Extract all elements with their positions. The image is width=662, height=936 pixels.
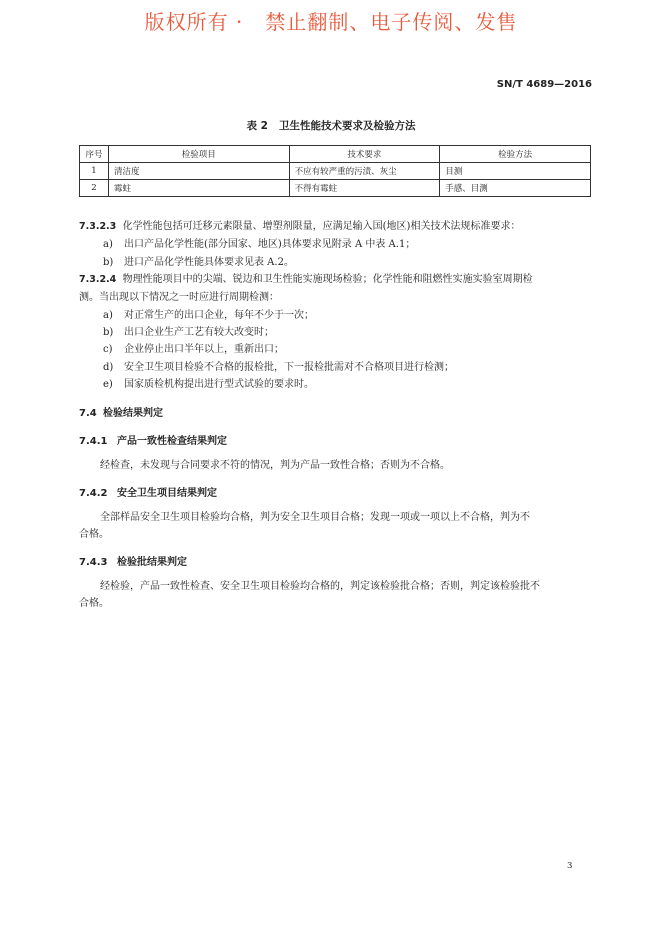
cell-requirement: 不得有霉蛀	[289, 180, 440, 197]
cell-item: 霉蛀	[108, 180, 289, 197]
section-body-7-4-3: 经检验，产品一致性检查、安全卫生项目检验均合格的，判定该检验批合格；否则，判定该检验批不	[100, 581, 540, 592]
clause-text: 化学性能包括可迁移元素限量、增塑剂限量，应满足输入国(地区)相关技术法规标准要求：	[122, 221, 521, 232]
clause-7-3-2-4	[79, 271, 591, 288]
cell-seq: 2	[80, 180, 109, 197]
standard-number: SN/T 4689—2016	[496, 79, 592, 90]
hygiene-performance-table	[79, 145, 591, 197]
header-seq: 序号	[80, 146, 109, 163]
list-item: a) 出口产品化学性能(部分国家、地区)具体要求见附录 A 中表 A.1；	[103, 239, 416, 250]
table-header-row	[80, 146, 591, 163]
section-body-7-4-3-cont: 合格。	[79, 598, 109, 609]
section-body-7-4-2-cont: 合格。	[79, 529, 109, 540]
copyright-watermark: 版权所有 · 禁止翻制、电子传阅、发售	[144, 10, 518, 34]
page-number: 3	[567, 861, 573, 871]
list-item: a) 对正常生产的出口企业，每年不少于一次；	[103, 310, 314, 321]
section-body-7-4-2: 全部样品安全卫生项目检验均合格，判为安全卫生项目合格；发现一项或一项以上不合格，判为不	[100, 512, 530, 523]
section-heading-7-4-1: 7.4.1 产品一致性检查结果判定	[79, 436, 227, 447]
section-heading-7-4-2: 7.4.2 安全卫生项目结果判定	[79, 488, 217, 499]
clause-text-continuation: 测。当出现以下情况之一时应进行周期检测：	[79, 292, 279, 303]
table-row	[80, 180, 591, 197]
clause-number: 7.3.2.4	[79, 274, 117, 285]
clause-7-3-2-3	[79, 218, 591, 235]
header-item: 检验项目	[108, 146, 289, 163]
table-row	[80, 163, 591, 180]
cell-requirement: 不应有较严重的污渍、灰尘	[289, 163, 440, 180]
list-item: b) 出口企业生产工艺有较大改变时；	[103, 327, 274, 338]
list-item: e) 国家质检机构提出进行型式试验的要求时。	[103, 379, 314, 390]
section-heading-7-4: 7.4 检验结果判定	[79, 408, 163, 419]
cell-method: 目测	[440, 163, 591, 180]
list-item: c) 企业停止出口半年以上，重新出口；	[103, 344, 284, 355]
list-item: b) 进口产品化学性能具体要求见表 A.2。	[103, 257, 294, 268]
list-item: d) 安全卫生项目检验不合格的报检批，下一报检批需对不合格项目进行检测；	[103, 362, 454, 373]
section-heading-7-4-3: 7.4.3 检验批结果判定	[79, 557, 187, 568]
header-method: 检验方法	[440, 146, 591, 163]
header-requirement: 技术要求	[289, 146, 440, 163]
table-caption: 表 2 卫生性能技术要求及检验方法	[246, 120, 416, 132]
clause-number: 7.3.2.3	[79, 221, 117, 232]
cell-seq: 1	[80, 163, 109, 180]
clause-text: 物理性能项目中的尖端、锐边和卫生性能实施现场检验；化学性能和阻燃性实施实验室周期检	[122, 274, 533, 285]
section-body-7-4-1: 经检查，未发现与合同要求不符的情况，判为产品一致性合格；否则为不合格。	[100, 460, 450, 471]
cell-method: 手感、目测	[440, 180, 591, 197]
cell-item: 清洁度	[108, 163, 289, 180]
